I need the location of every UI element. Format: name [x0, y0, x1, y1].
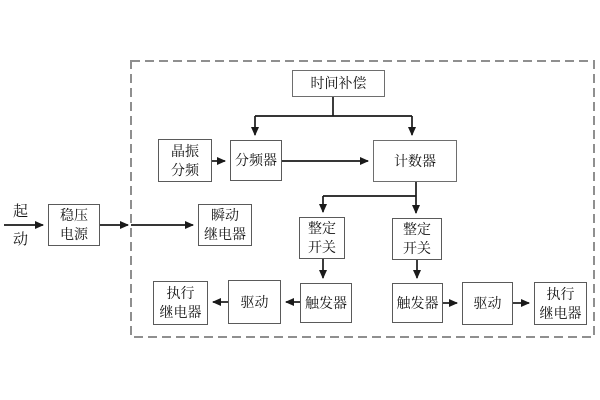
connectors	[4, 97, 529, 303]
node-label: 分频	[171, 161, 199, 178]
node-setting-switch-left	[299, 217, 345, 259]
node-label: 继电器	[159, 304, 202, 320]
node-label: 执行	[546, 285, 575, 302]
node-label: 驱动	[473, 295, 502, 311]
node-exec-relay-right	[534, 282, 587, 325]
node-label: 开关	[403, 240, 431, 256]
node-label: 触发器	[396, 294, 439, 311]
node-regulated-power	[48, 204, 100, 246]
node-time-compensation	[292, 70, 385, 97]
node-label: 分频器	[235, 152, 277, 168]
node-label: 计数器	[394, 152, 436, 169]
node-crystal-divide	[158, 139, 212, 182]
node-exec-relay-left	[153, 281, 208, 325]
wire-timecomp-branch	[255, 97, 412, 116]
start-label-top: 起	[13, 203, 29, 220]
node-label: 电源	[60, 226, 88, 242]
node-label: 触发器	[305, 294, 347, 311]
node-label: 继电器	[539, 304, 582, 321]
node-setting-switch-right	[392, 218, 442, 260]
node-drive-left	[228, 280, 281, 324]
node-frequency-divider	[230, 140, 282, 181]
node-label: 稳压	[60, 207, 88, 223]
node-label: 继电器	[204, 226, 246, 242]
node-label: 瞬动	[211, 207, 239, 223]
node-trigger-left	[300, 283, 352, 323]
node-instant-relay	[198, 204, 252, 246]
node-drive-right	[462, 282, 513, 325]
wire-counter-branch	[323, 182, 416, 196]
node-label: 晶振	[171, 142, 199, 159]
node-label: 整定	[308, 220, 336, 236]
node-counter	[373, 140, 457, 182]
node-label: 执行	[166, 285, 195, 301]
start-label-bottom: 动	[13, 231, 29, 248]
node-label: 驱动	[240, 293, 269, 310]
node-label: 开关	[308, 239, 336, 255]
node-label: 时间补偿	[310, 75, 367, 91]
node-label: 整定	[403, 221, 431, 237]
node-trigger-right	[392, 283, 443, 323]
